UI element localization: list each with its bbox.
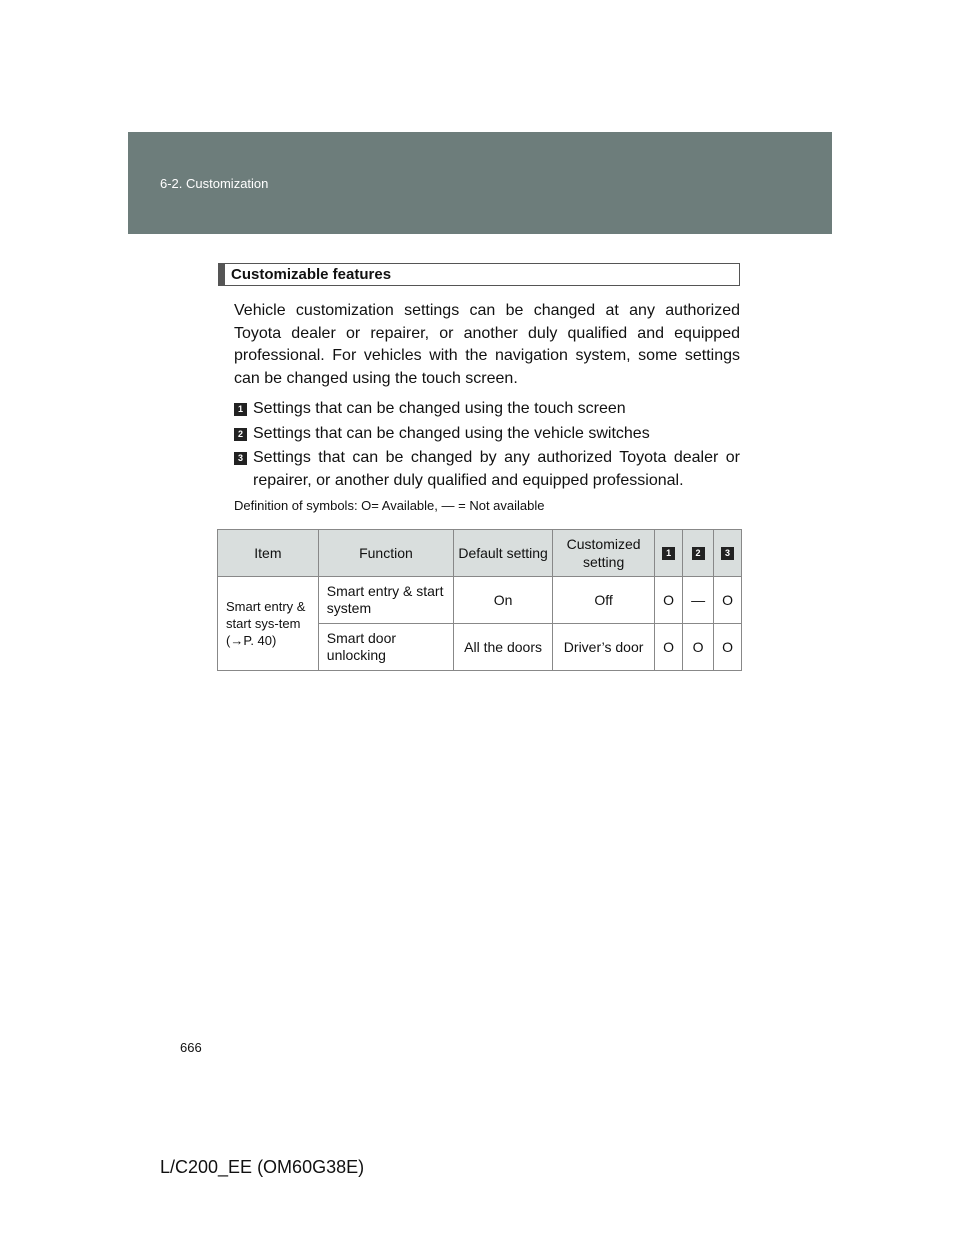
availability-3-cell: O bbox=[714, 624, 742, 671]
availability-2-cell: O bbox=[683, 624, 714, 671]
header-customized: Customized setting bbox=[553, 530, 655, 577]
header-default: Default setting bbox=[454, 530, 553, 577]
legend-text: Settings that can be changed by any authorized Toyota dealer or repairer, or another duly qualified and equipped professional. bbox=[253, 449, 740, 489]
number-1-icon: 1 bbox=[234, 403, 247, 416]
breadcrumb: 6-2. Customization bbox=[160, 176, 269, 191]
number-3-icon: 3 bbox=[721, 547, 734, 560]
number-2-icon: 2 bbox=[234, 428, 247, 441]
group-item-cell: Smart entry & start sys-tem (→P. 40) bbox=[218, 577, 319, 671]
default-cell: On bbox=[454, 577, 553, 624]
legend-text: Settings that can be changed using the vehicle switches bbox=[253, 424, 650, 442]
function-cell: Smart door unlocking bbox=[318, 624, 453, 671]
section-heading-box bbox=[218, 263, 740, 286]
availability-2-cell: — bbox=[683, 577, 714, 624]
intro-paragraph: Vehicle customization settings can be changed at any authorized Toyota dealer or repairer, or another duly qualified and equipped professional. For vehicles with the navigation system, some settings can be changed using the touch screen. bbox=[234, 302, 740, 387]
availability-1-cell: O bbox=[655, 624, 683, 671]
table-row bbox=[218, 577, 742, 624]
header-badge-3 bbox=[714, 530, 742, 577]
legend-item-3 bbox=[234, 447, 740, 492]
function-cell: Smart entry & start system bbox=[318, 577, 453, 624]
header-badge-2 bbox=[683, 530, 714, 577]
legend-item-1 bbox=[234, 398, 740, 421]
customization-table bbox=[217, 529, 742, 671]
header-function: Function bbox=[318, 530, 453, 577]
customized-cell: Off bbox=[553, 577, 655, 624]
number-2-icon: 2 bbox=[692, 547, 705, 560]
header-band bbox=[128, 132, 832, 234]
number-3-icon: 3 bbox=[234, 452, 247, 465]
customized-cell: Driver’s door bbox=[553, 624, 655, 671]
number-1-icon: 1 bbox=[662, 547, 675, 560]
availability-1-cell: O bbox=[655, 577, 683, 624]
availability-3-cell: O bbox=[714, 577, 742, 624]
legend-item-2 bbox=[234, 423, 740, 446]
legend-text: Settings that can be changed using the touch screen bbox=[253, 400, 626, 417]
symbols-definition: Definition of symbols: O= Available, — = Not available bbox=[234, 498, 545, 513]
header-badge-1 bbox=[655, 530, 683, 577]
document-code: L/C200_EE (OM60G38E) bbox=[160, 1157, 365, 1177]
default-cell: All the doors bbox=[454, 624, 553, 671]
section-title: Customizable features bbox=[231, 266, 392, 283]
header-item: Item bbox=[218, 530, 319, 577]
legend-list bbox=[234, 398, 740, 494]
page-number: 666 bbox=[180, 1040, 202, 1055]
table-header-row bbox=[218, 530, 742, 577]
